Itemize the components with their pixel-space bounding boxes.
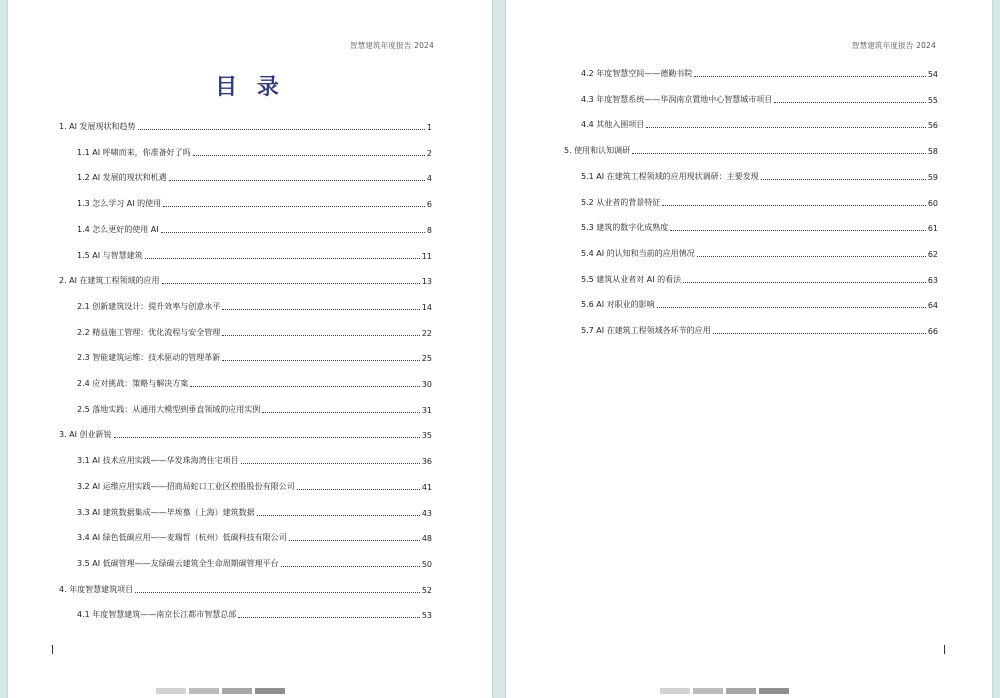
toc-entry[interactable] <box>77 197 432 209</box>
toc-dot-leader <box>193 155 425 156</box>
toc-page-right <box>506 0 992 698</box>
toc-entry-label: 1.5 AI 与智慧建筑 <box>77 250 143 260</box>
toc-dot-leader <box>114 437 420 438</box>
toc-entry-label: 4.1 年度智慧建筑——南京长江都市智慧总部 <box>77 610 237 620</box>
toc-entry[interactable] <box>77 531 432 543</box>
toc-entry-page: 61 <box>927 224 938 234</box>
toc-dot-leader <box>262 412 420 413</box>
toc-entry-label: 4.4 其他入围项目 <box>581 120 645 130</box>
toc-entry[interactable] <box>581 324 938 336</box>
toc-entry-label: 5.4 AI 的认知和当前的应用情况 <box>581 248 695 258</box>
toc-dot-leader <box>761 179 926 180</box>
toc-entry-page: 4 <box>426 174 432 184</box>
toc-dot-leader <box>169 180 425 181</box>
toc-dot-leader <box>161 232 425 233</box>
toc-dot-leader <box>683 282 926 283</box>
bottom-bar <box>726 688 756 694</box>
toc-entry-label: 3.2 AI 运维应用实践——招商局蛇口工业区控股股份有限公司 <box>77 481 295 491</box>
toc-dot-leader <box>257 515 420 516</box>
toc-entry-label: 3.3 AI 建筑数据集成——毕埃慕（上海）建筑数据 <box>77 507 255 517</box>
toc-entry-page: 8 <box>426 225 432 235</box>
toc-dot-leader <box>190 386 420 387</box>
toc-entry-label: 4.2 年度智慧空间——德勤书院 <box>581 69 693 78</box>
toc-entry-page: 52 <box>421 585 432 595</box>
toc-dot-leader <box>135 592 420 593</box>
toc-entry[interactable] <box>564 144 938 156</box>
bottom-bar <box>156 688 186 694</box>
toc-entry-label: 5.6 AI 对职业的影响 <box>581 300 655 310</box>
toc-entry-page: 2 <box>426 148 432 158</box>
toc-entry-label: 1.2 AI 发展的现状和机遇 <box>77 173 167 183</box>
toc-entry-label: 2.3 智能建筑运维：技术驱动的管理革新 <box>77 353 221 363</box>
toc-entry[interactable] <box>77 300 432 312</box>
toc-dot-leader <box>646 127 926 128</box>
toc-dot-leader <box>662 205 926 206</box>
toc-entry-label: 2.4 应对挑战：策略与解决方案 <box>77 379 189 388</box>
toc-dot-leader <box>632 153 926 154</box>
bottom-bar <box>693 688 723 694</box>
toc-entry[interactable] <box>77 326 432 338</box>
toc-dot-leader <box>241 463 420 464</box>
toc-entry-page: 56 <box>927 121 938 131</box>
toc-entry[interactable] <box>581 67 938 79</box>
running-header: 智慧建筑年度报告 2024 <box>851 41 936 50</box>
toc-entry-page: 36 <box>421 457 432 467</box>
page-corner-mark <box>52 645 53 654</box>
toc-dot-leader <box>238 617 420 618</box>
toc-entry[interactable] <box>77 223 432 235</box>
toc-entry-page: 50 <box>421 559 432 569</box>
toc-dot-leader <box>163 206 425 207</box>
page-corner-mark <box>944 645 945 654</box>
toc-page-left <box>8 0 492 698</box>
toc-dot-leader <box>145 258 420 259</box>
page-bottom-bars <box>660 688 789 694</box>
toc-entry-page: 31 <box>421 405 432 415</box>
toc-entry-label: 1.3 怎么学习 AI 的使用 <box>77 199 162 209</box>
toc-dot-leader <box>281 566 420 567</box>
toc-entry-page: 41 <box>421 482 432 492</box>
toc-dot-leader <box>162 283 420 284</box>
toc-entry-page: 60 <box>927 198 938 208</box>
toc-entry[interactable] <box>59 274 432 286</box>
toc-entry-label: 3.1 AI 技术应用实践——华发珠海湾住宅项目 <box>77 456 239 466</box>
page-bottom-bars <box>156 688 285 694</box>
toc-dot-leader <box>222 335 420 336</box>
toc-entry-page: 1 <box>426 123 432 132</box>
bottom-bar <box>660 688 690 694</box>
toc-entry-label: 5.1 AI 在建筑工程领域的应用现状调研：主要发现 <box>581 171 759 181</box>
toc-entry-page: 53 <box>421 611 432 621</box>
toc-dot-leader <box>138 129 425 130</box>
toc-entry-label: 5.3 建筑的数字化成熟度 <box>581 223 669 233</box>
toc-entry-label: 1. AI 发展现状和趋势 <box>59 122 136 131</box>
toc-entry-label: 4. 年度智慧建筑项目 <box>59 584 134 594</box>
toc-entry-label: 2.1 创新建筑设计：提升效率与创意水平 <box>77 301 221 311</box>
toc-entry-label: 3.5 AI 低碳管理——友绿碳云建筑全生命周期碳管理平台 <box>77 558 279 568</box>
toc-entry[interactable] <box>77 506 432 518</box>
toc-entry-label: 2.2 精益施工管理：优化流程与安全管理 <box>77 327 221 337</box>
running-header: 智慧建筑年度报告 2024 <box>349 41 434 50</box>
toc-entry-page: 64 <box>927 301 938 311</box>
toc-entry-label: 1.4 怎么更好的使用 AI <box>77 224 159 234</box>
toc-entry[interactable] <box>581 273 938 285</box>
toc-dot-leader <box>222 360 420 361</box>
toc-entry[interactable] <box>77 171 432 183</box>
toc-entry-label: 3. AI 创业新锐 <box>59 430 112 440</box>
toc-dot-leader <box>713 333 926 334</box>
toc-dot-leader <box>289 540 420 541</box>
toc-entry-page: 25 <box>421 354 432 364</box>
toc-entry[interactable] <box>77 403 432 415</box>
toc-entry[interactable] <box>77 608 432 620</box>
toc-entry-page: 54 <box>927 70 938 79</box>
bottom-bar <box>759 688 789 694</box>
toc-entry[interactable] <box>77 351 432 363</box>
toc-entry[interactable] <box>77 557 432 569</box>
bottom-bar <box>255 688 285 694</box>
toc-entry[interactable] <box>581 118 938 130</box>
toc-entry-page: 48 <box>421 534 432 544</box>
toc-dot-leader <box>774 102 926 103</box>
toc-entry-page: 30 <box>421 380 432 389</box>
toc-entry[interactable] <box>77 480 432 492</box>
bottom-bar <box>222 688 252 694</box>
toc-dot-leader <box>222 309 420 310</box>
toc-entry-page: 11 <box>421 251 432 261</box>
toc-dot-leader <box>697 256 926 257</box>
toc-dot-leader <box>657 307 926 308</box>
toc-entry[interactable] <box>581 170 938 182</box>
toc-entry[interactable] <box>77 454 432 466</box>
toc-dot-leader <box>670 230 926 231</box>
toc-entry[interactable] <box>581 196 938 208</box>
toc-entry-page: 63 <box>927 275 938 285</box>
toc-entry-page: 62 <box>927 249 938 259</box>
toc-entry-label: 3.4 AI 绿色低碳应用——麦瑞哲（杭州）低碳科技有限公司 <box>77 533 287 543</box>
toc-entry[interactable] <box>59 120 432 132</box>
toc-dot-leader <box>297 489 420 490</box>
toc-title: 目 录 <box>215 75 285 100</box>
toc-entry-label: 5.7 AI 在建筑工程领域各环节的应用 <box>581 326 711 335</box>
toc-entry-page: 22 <box>421 328 432 338</box>
toc-entry[interactable] <box>581 93 938 105</box>
toc-entry-page: 55 <box>927 95 938 105</box>
toc-dot-leader <box>694 76 926 77</box>
toc-entry-label: 4.3 年度智慧系统——华润南京置地中心智慧城市项目 <box>581 94 773 104</box>
toc-entry[interactable] <box>77 146 432 158</box>
toc-entry-page: 43 <box>421 508 432 518</box>
toc-entry[interactable] <box>581 298 938 310</box>
bottom-bar <box>189 688 219 694</box>
toc-entry-label: 5. 使用和认知调研 <box>564 146 631 156</box>
toc-entry-label: 1.1 AI 呼啸而来，你准备好了吗 <box>77 147 191 157</box>
toc-entry[interactable] <box>581 221 938 233</box>
toc-entry-label: 2. AI 在建筑工程领域的应用 <box>59 276 160 286</box>
toc-entry-label: 5.5 建筑从业者对 AI 的看法 <box>581 274 682 284</box>
toc-entry-page: 6 <box>426 200 432 210</box>
toc-entry[interactable] <box>77 249 432 261</box>
toc-entry[interactable] <box>59 428 432 440</box>
toc-entry-page: 14 <box>421 302 432 312</box>
toc-entry-page: 59 <box>927 172 938 182</box>
toc-entry[interactable] <box>581 247 938 259</box>
toc-entry-page: 35 <box>421 431 432 441</box>
toc-entry-page: 13 <box>421 277 432 287</box>
toc-entry-page: 66 <box>927 327 938 336</box>
toc-entry-page: 58 <box>927 147 938 157</box>
toc-entry[interactable] <box>77 377 432 389</box>
toc-entry[interactable] <box>59 583 432 595</box>
toc-entry-label: 5.2 从业者的背景特征 <box>581 197 661 207</box>
toc-entry-label: 2.5 落地实践：从通用大模型到垂直领域的应用实例 <box>77 404 261 414</box>
